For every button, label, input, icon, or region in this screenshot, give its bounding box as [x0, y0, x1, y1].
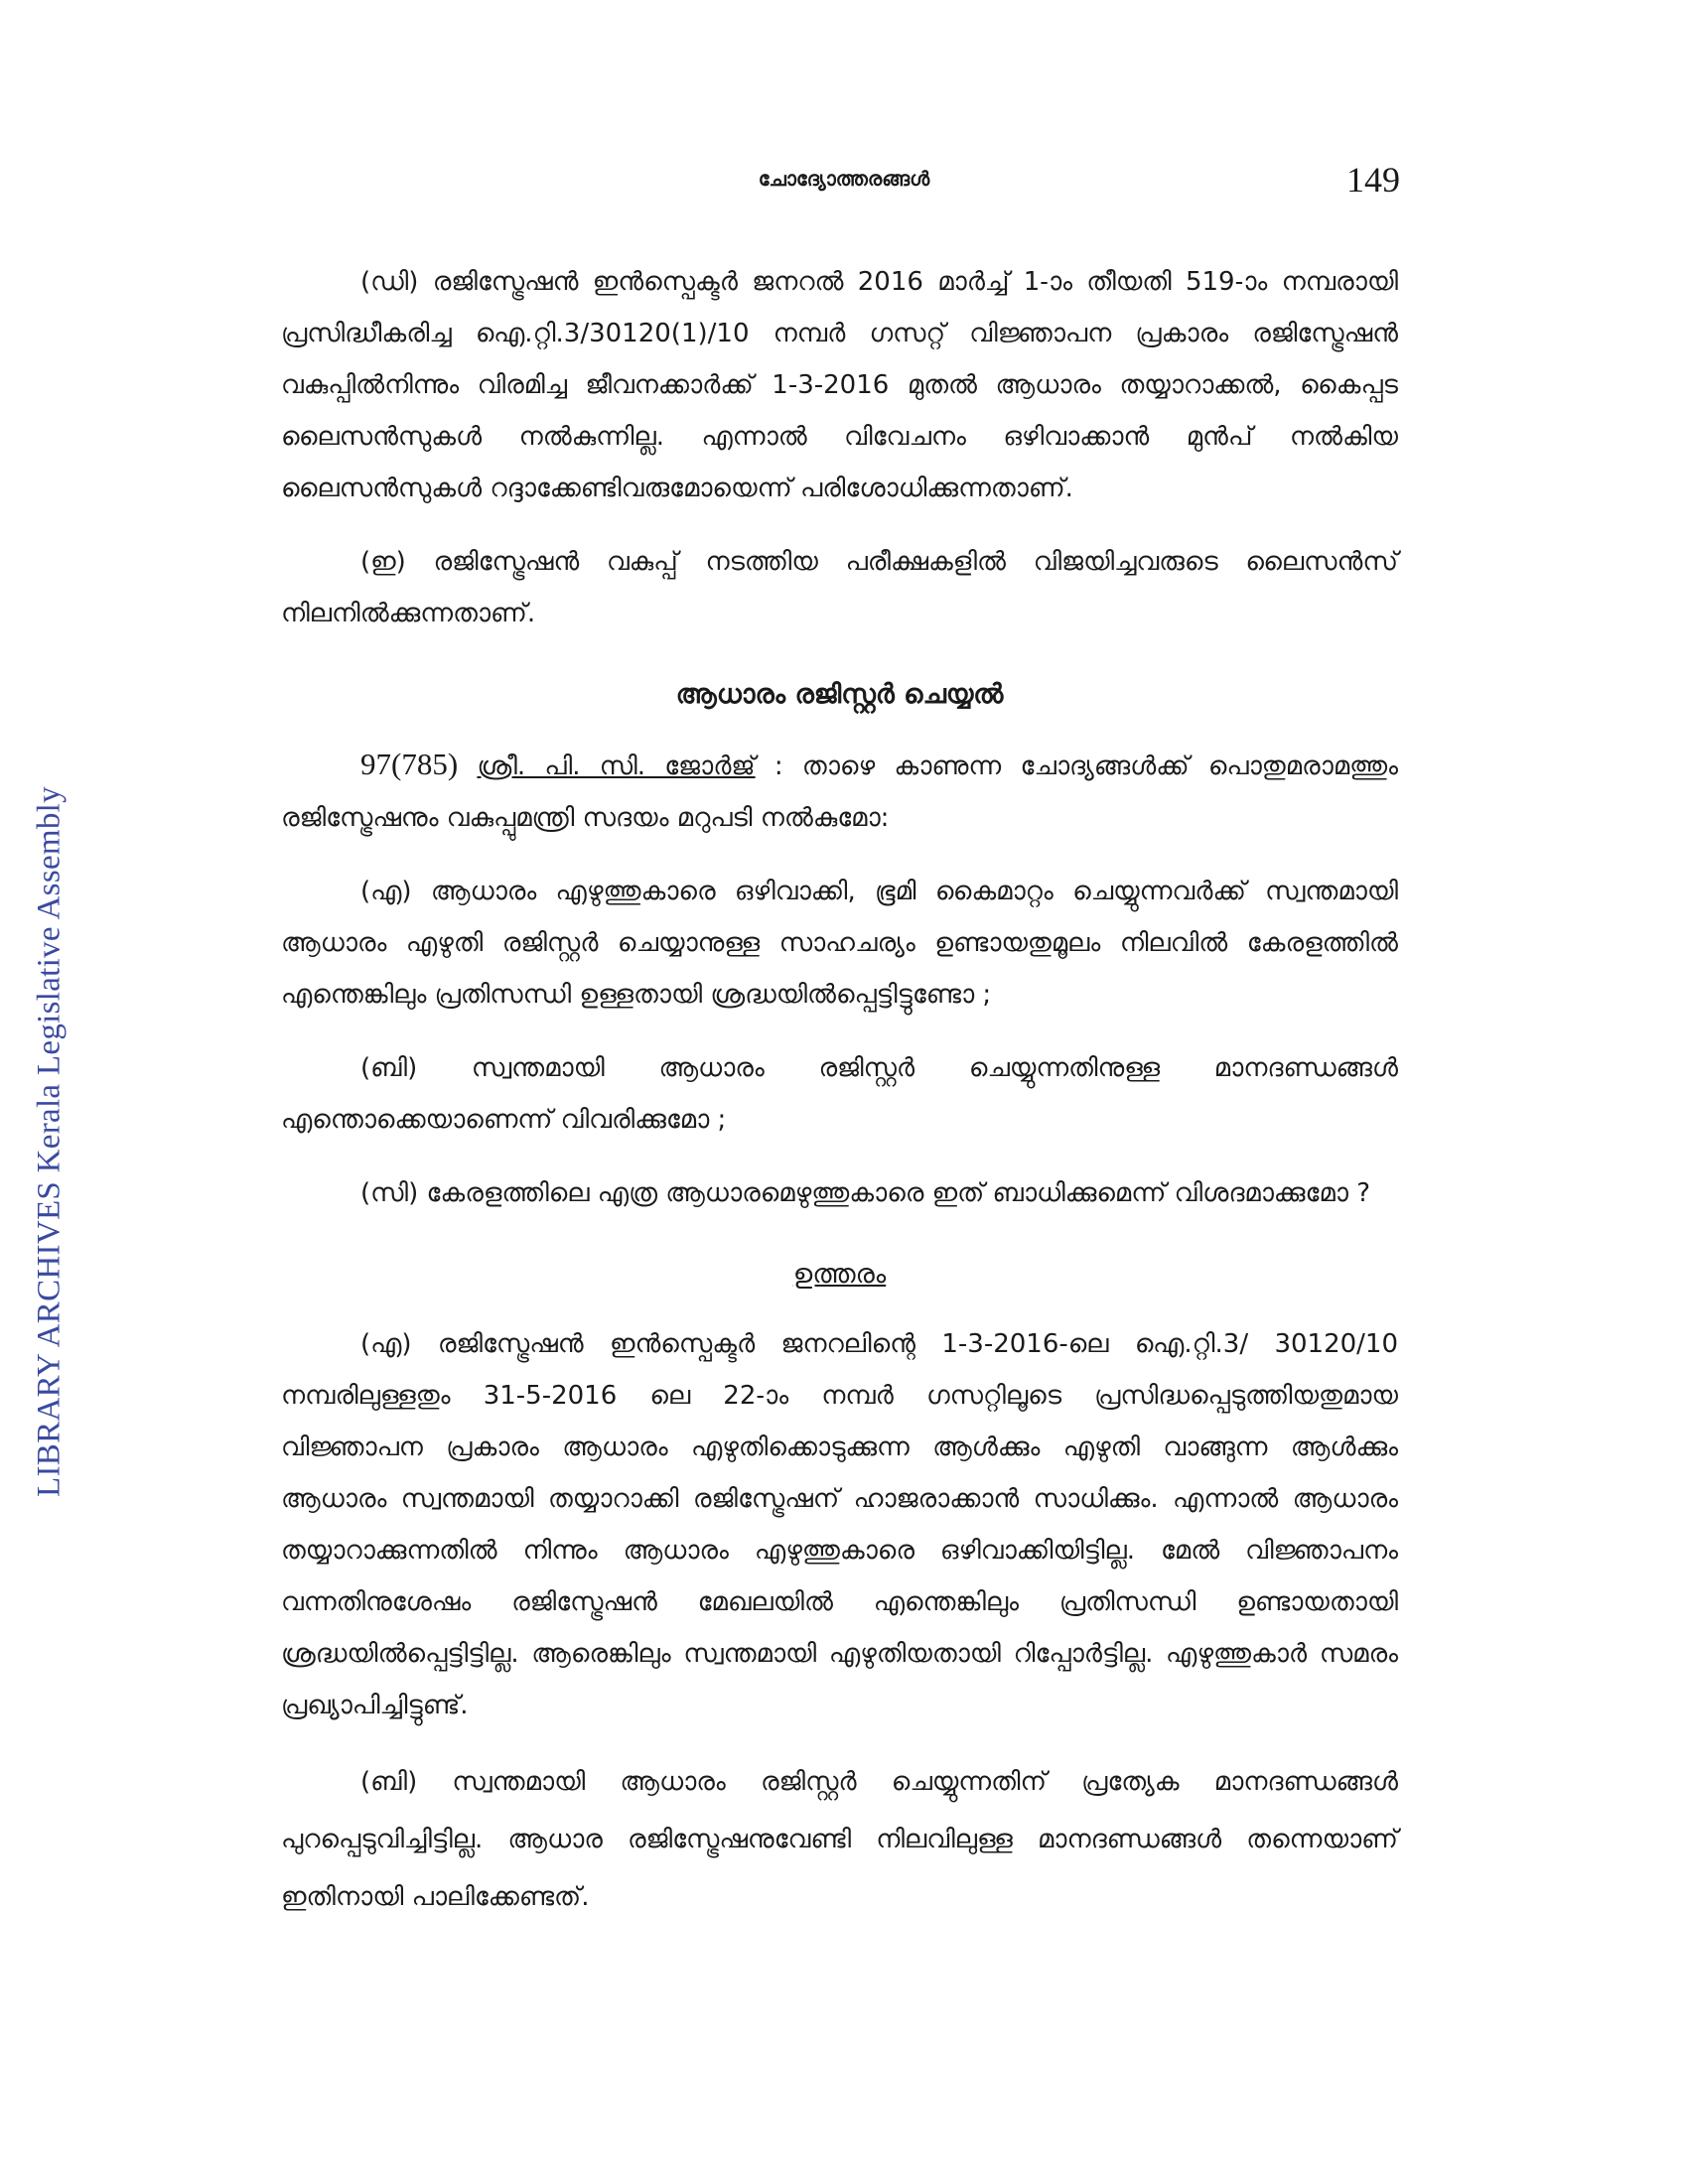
- running-head: ചോദ്യോത്തരങ്ങൾ: [758, 167, 930, 191]
- question-intro-text: : താഴെ കാണുന്ന ചോദ്യങ്ങൾക്ക് പൊതുമരാമത്തും രജിസ്ട്രേഷനും വകുപ്പുമന്ത്രി സദയം മറുപടി നൽകുമോ:: [281, 751, 1399, 833]
- archive-watermark: LIBRARY ARCHIVES Kerala Legislative Assembly: [31, 786, 68, 1497]
- question-intro: [281, 739, 1398, 844]
- question-c: (സി) കേരളത്തിലെ എത്ര ആധാരമെഴുത്തുകാരെ ഇത് ബാധിക്കുമെന്ന് വിശദമാക്കുമോ ?: [360, 1178, 1370, 1208]
- question-a: (എ) ആധാരം എഴുത്തുകാരെ ഒഴിവാക്കി, ഭൂമി കൈമാറ്റം ചെയ്യുന്നവർക്ക് സ്വന്തമായി ആധാരം എഴുതി രജിസ്റ്റർ ചെയ്യാനുള്ള സാഹചര്യം ഉണ്ടായതുമൂലം നിലവിൽ കേരളത്തിൽ എന്തെങ്കിലും പ്രതിസന്ധി ഉള്ളതായി ശ്രദ്ധയിൽപ്പെട്ടിട്ടുണ്ടോ ;: [281, 877, 1398, 1010]
- answer-a: (എ) രജിസ്ട്രേഷൻ ഇൻസ്പെക്ടർ ജനറലിന്റെ 1-3-2016-ലെ ഐ.റ്റി.3/ 30120/10 നമ്പരിലുള്ളതും 31-5-2016 ലെ 22-ാം നമ്പർ ഗസറ്റിലൂടെ പ്രസിദ്ധപ്പെടുത്തിയതുമായ വിജ്ഞാപന പ്രകാരം ആധാരം എഴുതിക്കൊടുക്കുന്ന ആൾക്കും എഴുതി വാങ്ങുന്ന ആൾക്കും ആധാരം സ്വന്തമായി തയ്യാറാക്കി രജിസ്ട്രേഷന് ഹാജരാക്കാൻ സാധിക്കും. എന്നാൽ ആധാരം തയ്യാറാക്കുന്നതിൽ നിന്നും ആധാരം എഴുത്തുകാരെ ഒഴിവാക്കിയിട്ടില്ല. മേൽ വിജ്ഞാപനം വന്നതിനുശേഷം രജിസ്ട്രേഷൻ മേഖലയിൽ എന്തെങ്കിലും പ്രതിസന്ധി ഉണ്ടായതായി ശ്രദ്ധയിൽപ്പെട്ടിട്ടില്ല. ആരെങ്കിലും സ്വന്തമായി എഴുതിയതായി റിപ്പോർട്ടില്ല. എഴുത്തുകാർ സമരം പ്രഖ്യാപിച്ചിട്ടുണ്ട്.: [281, 1329, 1398, 1720]
- question-b: (ബി) സ്വന്തമായി ആധാരം രജിസ്റ്റർ ചെയ്യുന്നതിനുള്ള മാനദണ്ഡങ്ങൾ എന്തൊക്കെയാണെന്ന് വിവരിക്കുമോ ;: [281, 1053, 1398, 1135]
- prev-answer-e: (ഇ) രജിസ്ട്രേഷൻ വകുപ്പ് നടത്തിയ പരീക്ഷകളിൽ വിജയിച്ചവരുടെ ലൈസൻസ് നിലനിൽക്കുന്നതാണ്.: [281, 547, 1398, 628]
- page-content: [281, 256, 1398, 1926]
- page-number: 149: [1346, 160, 1400, 200]
- question-member: ശ്രീ. പി. സി. ജോർജ്: [477, 751, 756, 781]
- answer-b: (ബി) സ്വന്തമായി ആധാരം രജിസ്റ്റർ ചെയ്യുന്നതിന് പ്രത്യേക മാനദണ്ഡങ്ങൾ പുറപ്പെടുവിച്ചിട്ടില്ല. ആധാര രജിസ്ട്രേഷനുവേണ്ടി നിലവിലുള്ള മാനദണ്ഡങ്ങൾ തന്നെയാണ് ഇതിനായി പാലിക്കേണ്ടത്.: [281, 1767, 1398, 1912]
- question-title: ആധാരം രജിസ്റ്റർ ചെയ്യൽ: [675, 679, 1004, 710]
- question-number: 97(785): [360, 747, 459, 781]
- prev-answer-d: (ഡി) രജിസ്ട്രേഷൻ ഇൻസ്പെക്ടർ ജനറൽ 2016 മാർച്ച് 1-ാം തീയതി 519-ാം നമ്പരായി പ്രസിദ്ധീകരിച്ച ഐ.റ്റി.3/30120(1)/10 നമ്പർ ഗസറ്റ് വിജ്ഞാപന പ്രകാരം രജിസ്ട്രേഷൻ വകുപ്പിൽനിന്നും വിരമിച്ച ജീവനക്കാർക്ക് 1-3-2016 മുതൽ ആധാരം തയ്യാറാക്കൽ, കൈപ്പട ലൈസൻസുകൾ നൽകുന്നില്ല. എന്നാൽ വിവേചനം ഒഴിവാക്കാൻ മുൻപ് നൽകിയ ലൈസൻസുകൾ റദ്ദാക്കേണ്ടിവരുമോയെന്ന് പരിശോധിക്കുന്നതാണ്.: [281, 267, 1398, 503]
- answer-title: ഉത്തരം: [792, 1259, 887, 1290]
